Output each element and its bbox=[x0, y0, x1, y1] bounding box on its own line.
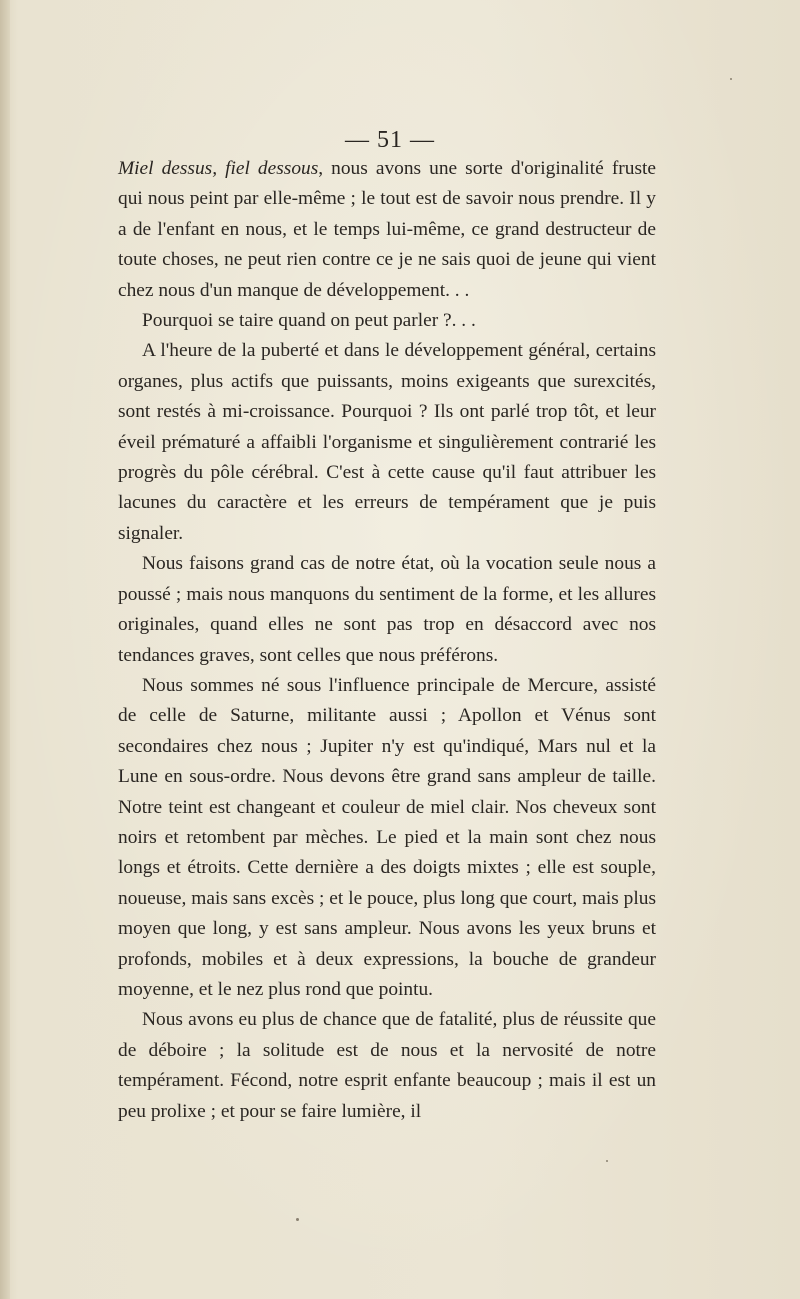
paragraph-text: , nous avons une sorte d'originalité fruste qui nous peint par elle-même ; le tout est de savoir nous prendre. Il y a de l'enfant en nous, et le temps lui-même, ce grand destructeur de toute choses, ne peut rien contre ce je ne sais quoi de jeune qui vient chez nous d'un manque de développement. . . bbox=[118, 158, 656, 301]
page-gutter bbox=[0, 0, 10, 1299]
paragraph: Nous avons eu plus de chance que de fatalité, plus de réussite que de déboire ; la solitude est de nous et la nervosité de notre tempérament. Fécond, notre esprit enfante beaucoup ; mais il est un peu prolixe ; et pour se faire lumière, il bbox=[118, 1009, 656, 1122]
paragraph: Pourquoi se taire quand on peut parler ?. . . bbox=[142, 310, 476, 332]
paragraph: Nous sommes né sous l'influence principale de Mercure, assisté de celle de Saturne, militante aussi ; Apollon et Vénus sont secondaires chez nous ; Jupiter n'y est qu'indiqué, Mars nul et la Lune en sous-ordre. Nous devons être grand sans ampleur de taille. Notre teint est changeant et couleur de miel clair. Nos cheveux sont noirs et retombent par mèches. Le pied et la main sont chez nous longs et étroits. Cette dernière a des doigts mixtes ; elle est souple, noueuse, mais sans excès ; et le pouce, plus long que court, mais plus moyen que long, y est sans ampleur. Nous avons les yeux bruns et profonds, mobiles et à deux expressions, la bouche de grandeur moyenne, et le nez plus rond que pointu. bbox=[118, 674, 656, 1000]
paper-speck bbox=[606, 1160, 608, 1162]
paper-speck bbox=[730, 78, 732, 80]
paragraph bbox=[118, 154, 656, 306]
paragraph: A l'heure de la puberté et dans le développement général, certains organes, plus actifs que puissants, moins exigeants que surexcités, sont restés à mi-croissance. Pourquoi ? Ils ont parlé trop tôt, et leur éveil prématuré a affaibli l'organisme et singulièrement contrarié les progrès du pôle cérébral. C'est à cette cause qu'il faut attribuer les lacunes du caractère et les erreurs de tempérament que je puis signaler. bbox=[118, 340, 656, 544]
paper-speck bbox=[296, 1218, 299, 1221]
italic-lead: Miel dessus, fiel dessous bbox=[118, 158, 319, 179]
page-number: — 51 — bbox=[345, 127, 435, 153]
body-text bbox=[118, 154, 656, 1127]
paragraph: Nous faisons grand cas de notre état, où la vocation seule nous a poussé ; mais nous manquons du sentiment de la forme, et les allures originales, quand elles ne sont pas trop en désaccord avec nos tendances graves, sont celles que nous préférons. bbox=[118, 553, 656, 666]
